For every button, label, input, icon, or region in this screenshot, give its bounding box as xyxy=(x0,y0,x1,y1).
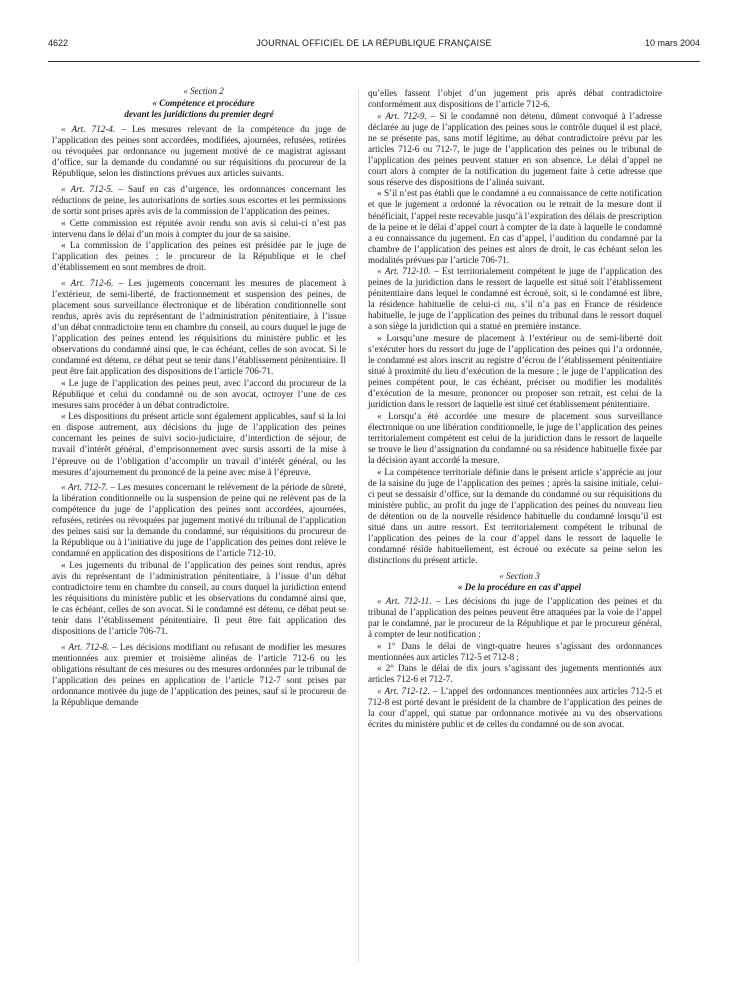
section-title: « De la procédure en cas d’appel xyxy=(457,582,582,593)
article-ref: « Art. 712-5. xyxy=(61,183,114,194)
article-ref: « Art. 712-7. xyxy=(61,482,108,493)
paragraph: « Les jugements du tribunal de l’application des peines sont rendus, après avis du représentant de l’administration pénitentiaire, à l’issue d’un débat contradictoire tenu en chambre du conseil, au cours duquel la juridiction entend les réquisitions du ministère public et les observations du condamné ainsi que, le cas échéant, celles de son avocat. Si le condamné est détenu, ce débat peut se tenir dans l’établissement pénitentiaire. Il peut être fait application des dispositions de l’article 706-71. xyxy=(52,559,346,637)
paragraph: « La compétence territoriale définie dans le présent article s’apprécie au jour de la saisine du juge de l’application des peines ; après la saisine initiale, celui-ci peut se dessaisir d’office, sur la demande du condamné ou sur réquisitions du ministère public, au profit du juge de l’application des peines du nouveau lieu de détention ou de la nouvelle résidence habituelle du condamné lorsqu’il est situé dans un autre ressort. Est territorialement compétent le tribunal de l’application des peines de la cour d’appel dans le ressort de laquelle le condamné réside habituellement, est écroué ou exécute sa peine selon les distinctions du présent article. xyxy=(368,466,662,565)
article-paragraph xyxy=(368,266,662,332)
publication-date: 10 mars 2004 xyxy=(644,38,700,48)
section-title-line-2: devant les juridictions du premier degré xyxy=(124,108,274,119)
paragraph: « 2° Dans le délai de dix jours s’agissant des jugements mentionnés aux articles 712-6 et 712-7. xyxy=(368,663,662,685)
left-column xyxy=(52,86,346,709)
paragraph: « Le juge de l’application des peines peut, avec l’accord du procureur de la République et celui du condamné ou de son avocat, octroyer l’une de ces mesures sans procéder à un débat contradictoire. xyxy=(52,377,346,410)
article-paragraph xyxy=(52,124,346,179)
paragraph-text: – Sauf en cas d’urgence, les ordonnances concernant les réductions de peine, les autorisations de sorties sous escortes et les permissions de sortir sont prises après avis de la commission de l’application des peines. xyxy=(52,183,346,216)
paragraph-text: – Les mesures concernant le relèvement de la période de sûreté, la libération conditionnelle ou la suspension de peine qui ne relèvent pas de la compétence du juge de l’application des peines sont accordées, ajournées, refusées, retirées ou révoquées par jugement motivé du tribunal de l’application des peines saisi sur la demande du condamné, sur réquisitions du procureur de la République ou à l’initiative du juge de l’application des peines dont relève le condamné en application des dispositions de l’article 712-10. xyxy=(52,482,346,559)
paragraph-text: – Les jugements concernant les mesures de placement à l’extérieur, de semi-liberté, de fractionnement et suspension des peines, de placement sous surveillance électronique et de libération conditionnelle sont rendus, après avis du représentant de l’administration pénitentiaire, à l’issue d’un débat contradictoire tenu en chambre du conseil, au cours duquel le juge de l’application des peines entend les réquisitions du ministère public et les observations du condamné ainsi que, le cas échéant, celles de son avocat. Si le condamné est détenu, ce débat peut se tenir dans l’établissement pénitentiaire. Il peut être fait application des dispositions de l’article 706-71. xyxy=(52,277,346,377)
article-ref: « Art. 712-8. xyxy=(61,641,110,652)
article-paragraph xyxy=(52,482,346,559)
section-heading: « Section 2 xyxy=(183,86,224,96)
article-paragraph xyxy=(368,596,662,640)
section-title xyxy=(52,98,346,120)
paragraph-text: – Les mesures relevant de la compétence du juge de l’application des peines sont accordées, modifiées, ajournées, refusées, retirées ou révoquées par ordonnance ou jugement motivé de ce magistrat agissant d’office, sur la demande du condamné ou sur réquisitions du procureur de la République, selon les distinctions prévues aux articles suivants. xyxy=(52,124,346,179)
paragraph: « Lorsqu’a été accordée une mesure de placement sous surveillance électronique ou une libération conditionnelle, le juge de l’application des peines territorialement compétent est celui de la juridiction dans le ressort de laquelle se trouve le lieu d’assignation du condamné ou sa résidence habituelle fixée par la décision ayant accordé la mesure. xyxy=(368,410,662,466)
paragraph: « Les dispositions du présent article sont également applicables, sauf si la loi en dispose autrement, aux décisions du juge de l’application des peines concernant les peines de suivi socio-judiciaire, d’interdiction de séjour, de travail d’intérêt général, d’emprisonnement avec sursis assorti de la mise à l’épreuve ou de l’obligation d’accomplir un travail d’intérêt général, ou les mesures d’ajournement du prononcé de la peine avec mise à l’épreuve. xyxy=(52,411,346,477)
paragraph-text: – Les décisions du juge de l’application des peines et du tribunal de l’application des peines peuvent être attaquées par la voie de l’appel par le condamné, par le procureur de la République et par le procureur général, à compter de leur notification : xyxy=(368,596,662,640)
paragraph-continued: qu’elles fassent l’objet d’un jugement pris après débat contradictoire conformément aux dispositions de l’article 712-6. xyxy=(368,88,662,110)
article-paragraph xyxy=(52,642,346,708)
paragraph-text: – Est territorialement compétent le juge de l’application des peines de la juridiction dans le ressort de laquelle est situé soit l’établissement pénitentiaire dans lequel le condamné est écroué, soit, si le condamné est libre, la résidence habituelle de celui-ci ou, s’il n’a pas en France de résidence habituelle, le juge de l’application des peines du tribunal dans le ressort duquel a son siège la juridiction qui a statué en première instance. xyxy=(368,266,662,332)
paragraph-text: – Si le condamné non détenu, dûment convoqué à l’adresse déclarée au juge de l’application des peines sous le contrôle duquel il est placé, ne se présente pas, sans motif légitime, au débat contradictoire prévu par les articles 712-6 ou 712-7, le juge de l’application des peines ou le tribunal de l’application des peines peuvent statuer en son absence. Le délai d’appel ne court alors à compter de la notification du jugement faite à cette adresse que sous réserve des dispositions de l’alinéa suivant. xyxy=(368,110,662,187)
header-rule xyxy=(48,61,700,62)
article-ref: « Art. 712-9. xyxy=(377,110,427,121)
section-title-line-1: « Compétence et procédure xyxy=(152,97,255,108)
article-paragraph xyxy=(52,278,346,377)
page-header xyxy=(48,38,700,52)
article-ref: « Art. 712-4. xyxy=(61,124,116,135)
article-ref: « Art. 712-10. xyxy=(377,266,431,277)
paragraph: « 1° Dans le délai de vingt-quatre heures s’agissant des ordonnances mentionnées aux articles 712-5 et 712-8 ; xyxy=(368,640,662,662)
article-ref: « Art. 712-11. xyxy=(377,596,432,607)
paragraph: « Lorsqu’une mesure de placement à l’extérieur ou de semi-liberté doit s’exécuter hors du ressort du juge de l’application des peines qui l’a ordonnée, le condamné est alors inscrit au registre d’écrou de l’établissement pénitentiaire situé à proximité du lieu d’exécution de la mesure ; le juge de l’application des peines compétent pour, le cas échéant, préciser ou modifier les modalités d’exécution de la mesure, prononcer ou proposer son retrait, est celui de la juridiction dans le ressort de laquelle est situé cet établissement pénitentiaire. xyxy=(368,333,662,410)
section-heading: « Section 3 xyxy=(499,570,540,581)
page-number: 4622 xyxy=(48,38,69,48)
column-divider xyxy=(358,90,359,962)
article-paragraph xyxy=(368,111,662,188)
article-paragraph xyxy=(368,686,662,730)
paragraph-text: – L’appel des ordonnances mentionnées aux articles 712-5 et 712-8 est porté devant le président de la chambre de l’application des peines de la cour d’appel, qui statue par ordonnance motivée au vu des observations écrites du ministère public et de celles du condamné ou de son avocat. xyxy=(368,685,663,730)
right-column xyxy=(368,88,662,731)
paragraph: « Cette commission est réputée avoir rendu son avis si celui-ci n’est pas intervenu dans le délai d’un mois à compter du jour de sa saisine. xyxy=(52,217,346,239)
paragraph: « S’il n’est pas établi que le condamné a eu connaissance de cette notification et que le jugement a ordonné la révocation ou le retrait de la mesure dont il bénéficiait, l’appel reste recevable jusqu’à l’expiration des délais de prescription de la peine et le délai d’appel court à compter de la date à laquelle le condamné a eu connaissance du jugement. En cas d’appel, l’audition du condamné par la chambre de l’application des peines est alors de droit, le cas échéant selon les modalités prévues par l’article 706-71. xyxy=(368,188,662,265)
article-ref: « Art. 712-12. xyxy=(377,685,430,696)
journal-title: JOURNAL OFFICIEL DE LA RÉPUBLIQUE FRANÇAISE xyxy=(256,38,492,48)
article-ref: « Art. 712-6. xyxy=(61,277,114,288)
paragraph: « La commission de l’application des peines est présidée par le juge de l’application des peines ; le procureur de la République et le chef d’établissement en sont membres de droit. xyxy=(52,240,346,273)
article-paragraph xyxy=(52,184,346,217)
paragraph-text: – Les décisions modifiant ou refusant de modifier les mesures mentionnées aux premier et troisième alinéas de l’article 712-6 ou les obligations résultant de ces mesures ou des mesures ordonnées par le tribunal de l’application des peines en application de l’article 712-7 sont prises par ordonnance motivée du juge de l’application des peines, sauf si le procureur de la République demande xyxy=(52,641,346,707)
